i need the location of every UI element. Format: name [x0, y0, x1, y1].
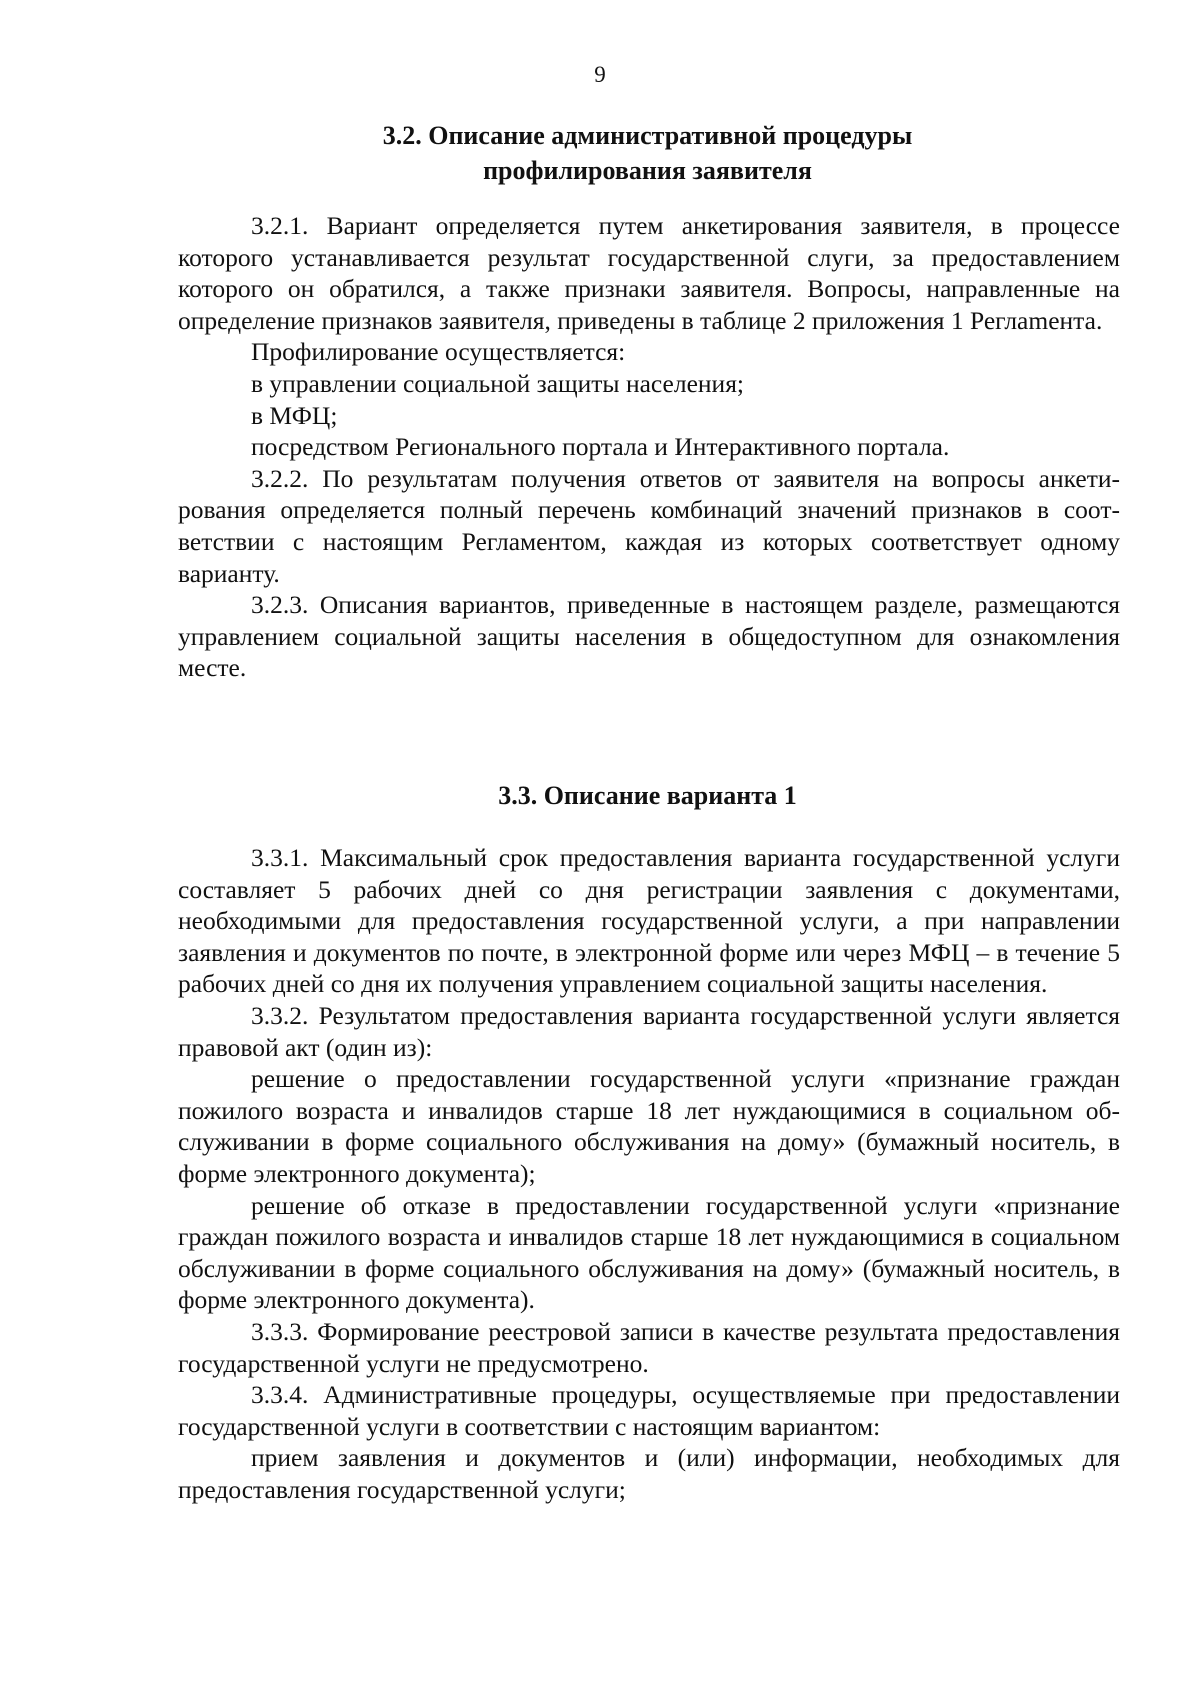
- profiling-item-portals: посредством Регионального портала и Интерактивного портала.: [251, 432, 950, 462]
- paragraph-3-2-3: 3.2.3. Описания вариантов, приведенные в настоящем разделе, размещаются управлением социальной защиты населения в общедоступном для ознакомления месте.: [178, 590, 1120, 683]
- profiling-item-mfc: в МФЦ;: [251, 400, 338, 430]
- profiling-item-social-protection: в управлении социальной защиты населения;: [251, 368, 745, 398]
- section-3-2-body: [178, 210, 1120, 684]
- paragraph-3-3-4: 3.3.4. Административные процедуры, осуществляемые при предоставлении государственной услуги в соответствии с настоящим вариантом:: [178, 1380, 1120, 1441]
- section-3-2-heading: [170, 118, 1125, 188]
- paragraph-3-3-1: 3.3.1. Максимальный срок предоставления варианта государственной услуги составляет 5 рабочих дней со дня регистрации заявления с документами, необходимыми для предоставления государственной услуги, а при направлении заявления и документов по почте, в электронной форме или через МФЦ – в течение 5 рабочих дней со дня их получения управлением социальной защиты населения.: [178, 843, 1120, 999]
- result-decision-grant: решение о предоставлении государственной услуги «признание граждан пожилого возраста и инвалидов старше 18 лет нуждающимися в социальном обслуживании в форме социального обслуживания на дому» (бумажный носитель, в форме электронного документа);: [178, 1064, 1120, 1188]
- section-3-3-heading: [170, 778, 1125, 813]
- profiling-intro: Профилирование осуществляется:: [251, 337, 626, 367]
- section-3-3-body: [178, 842, 1120, 1505]
- section-3-2-title-line-2: профилирования заявителя: [483, 156, 812, 185]
- section-3-3-title: 3.3. Описание варианта 1: [498, 781, 797, 810]
- paragraph-3-3-2: 3.3.2. Результатом предоставления варианта государственной услуги является правовой акт (один из):: [178, 1000, 1120, 1062]
- paragraph-3-2-2: 3.2.2. По результатам получения ответов от заявителя на вопросы анкетирования определяется полный перечень комбинаций значений признаков в соответствии с настоящим Регламентом, каждая из которых соответствует одному варианту.: [178, 463, 1120, 588]
- paragraph-3-2-1: 3.2.1. Вариант определяется путем анкетирования заявителя, в процессе которого устанавливается результат государственной слуги, за предоставлением которого он обратился, а также признаки заявителя. Вопросы, направленные на определение признаков заявителя, приведены в таблице 2 приложения 1 Реглаmента.: [178, 211, 1120, 335]
- paragraph-3-3-3: 3.3.3. Формирование реестровой записи в качестве результата предоставления государственной услуги не предусмотрено.: [178, 1316, 1120, 1378]
- procedure-item-reception: прием заявления и документов и (или) информации, необходимых для предоставления государственной услуги;: [178, 1443, 1120, 1504]
- section-3-2-title-line-1: 3.2. Описание административной процедуры: [382, 121, 913, 150]
- page-number: 9: [594, 62, 606, 87]
- result-decision-refusal: решение об отказе в предоставлении государственной услуги «признание граждан пожилого возраста и инвалидов старше 18 лет нуждающимися в социальном обслуживании в форме социального обслуживания на дому» (бумажный носитель, в форме электронного документа).: [178, 1190, 1120, 1315]
